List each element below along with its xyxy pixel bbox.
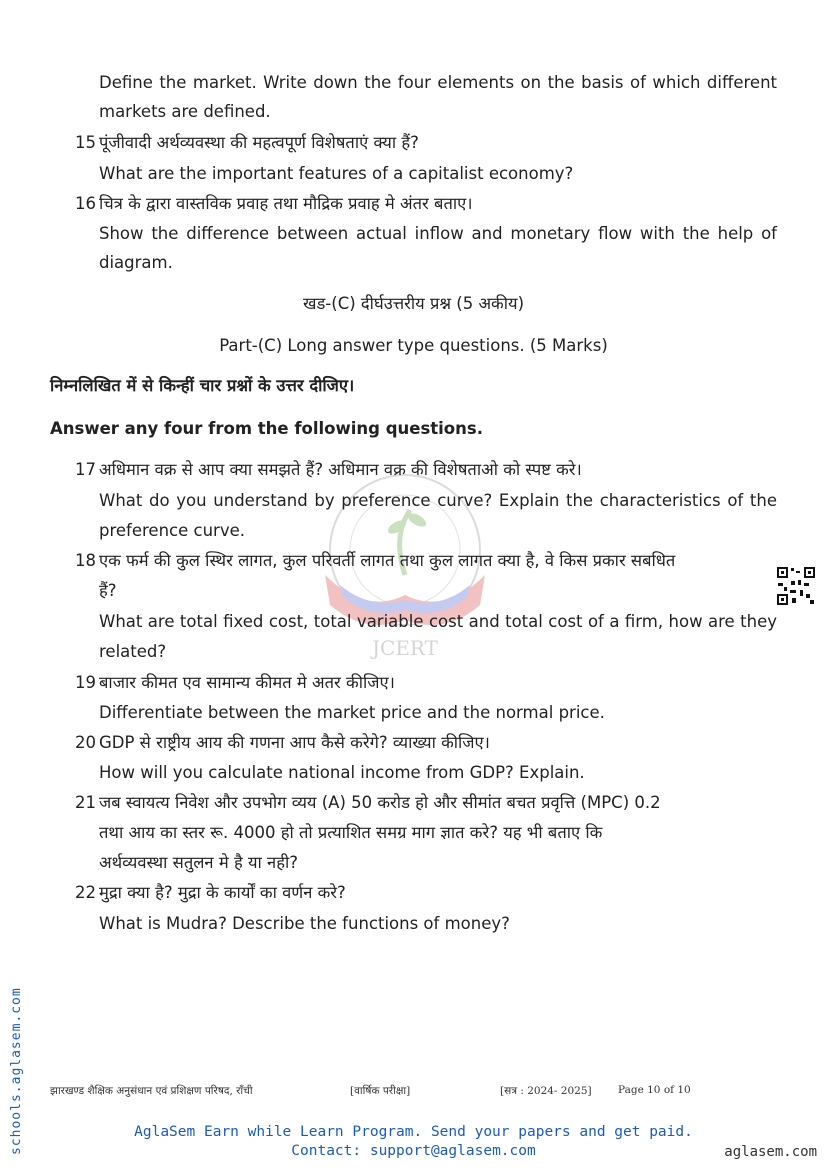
- q15-number: 15: [75, 133, 96, 152]
- site-link[interactable]: aglasem.com: [724, 1144, 817, 1160]
- q21-hindi-line-3: अर्थव्यवस्था सतुलन मे है या नही?: [99, 853, 298, 872]
- q17-english-line-2: preference curve.: [99, 521, 245, 540]
- q22-number: 22: [75, 883, 96, 902]
- q16-number: 16: [75, 194, 96, 213]
- footer-exam: [वार्षिक परीक्षा]: [350, 1085, 411, 1097]
- q19-english: Differentiate between the market price and the normal price.: [99, 703, 605, 722]
- promo-line: AglaSem Earn while Learn Program. Send your papers and get paid.: [134, 1124, 693, 1140]
- q19-hindi: बाजार कीमत एव सामान्य कीमत मे अतर कीजिए।: [99, 673, 395, 692]
- watermark-text: JCERT: [372, 636, 438, 660]
- q14-english-line-2: markets are defined.: [99, 102, 271, 121]
- q20-number: 20: [75, 733, 96, 752]
- part-c-heading-english: Part-(C) Long answer type questions. (5 Marks): [219, 336, 608, 355]
- q18-number: 18: [75, 551, 96, 570]
- q21-hindi-line-1: जब स्वायत्य निवेश और उपभोग व्यय (A) 50 करोड हो और सीमांत बचत प्रवृत्ति (MPC) 0.2: [99, 793, 661, 812]
- q17-number: 17: [75, 460, 96, 479]
- q16-hindi: चित्र के द्वारा वास्तविक प्रवाह तथा मौद्रिक प्रवाह मे अंतर बताए।: [99, 194, 473, 213]
- q16-english-line-1: Show the difference between actual inflow and monetary flow with the help of: [99, 224, 777, 243]
- q21-hindi-line-2: तथा आय का स्तर रू. 4000 हो तो प्रत्याशित समग्र माग ज्ञात करे? यह भी बताए कि: [99, 823, 603, 842]
- side-url-link[interactable]: schools.aglasem.com: [9, 987, 24, 1155]
- q18-hindi-line-1: एक फर्म की कुल स्थिर लागत, कुल परिवर्ती लागत तथा कुल लागत क्या है, वे किस प्रकार सबधित: [99, 551, 676, 570]
- footer-council: झारखण्ड शैक्षिक अनुसंधान एवं प्रशिक्षण परिषद, राँची: [50, 1085, 253, 1097]
- footer-page-number: Page 10 of 10: [618, 1084, 691, 1096]
- q20-english: How will you calculate national income from GDP? Explain.: [99, 763, 585, 782]
- q17-english-line-1: What do you understand by preference curve? Explain the characteristics of the: [99, 491, 777, 510]
- q22-hindi: मुद्रा क्या है? मुद्रा के कार्यों का वर्णन करे?: [99, 883, 346, 902]
- q18-english-line-2: related?: [99, 642, 167, 661]
- q15-english: What are the important features of a capitalist economy?: [99, 164, 574, 183]
- contact-link[interactable]: Contact: support@aglasem.com: [291, 1143, 536, 1159]
- q22-english: What is Mudra? Describe the functions of money?: [99, 914, 510, 933]
- qr-code-icon: [776, 566, 816, 606]
- q17-hindi: अधिमान वक्र से आप क्या समझते हैं? अधिमान वक्र की विशेषताओ को स्पष्ट करे।: [99, 460, 582, 479]
- footer-session: [सत्र : 2024- 2025]: [500, 1085, 592, 1097]
- instruction-english: Answer any four from the following questions.: [50, 419, 483, 438]
- part-c-heading-hindi: खड-(C) दीर्घउत्तरीय प्रश्न (5 अकीय): [302, 294, 525, 313]
- q15-hindi: पूंजीवादी अर्थव्यवस्था की महत्वपूर्ण विशेषताएं क्या हैं?: [99, 133, 419, 152]
- q18-hindi-line-2: हैं?: [99, 581, 117, 600]
- instruction-hindi: निम्नलिखित में से किन्हीं चार प्रश्नों के उत्तर दीजिए।: [50, 376, 355, 395]
- q16-english-line-2: diagram.: [99, 253, 173, 272]
- q21-number: 21: [75, 793, 96, 812]
- q19-number: 19: [75, 673, 96, 692]
- q14-english-line-1: Define the market. Write down the four elements on the basis of which different: [99, 73, 777, 92]
- q18-english-line-1: What are total fixed cost, total variable cost and total cost of a firm, how are they: [99, 612, 777, 631]
- q20-hindi: GDP से राष्ट्रीय आय की गणना आप कैसे करेगे? व्याख्या कीजिए।: [99, 733, 490, 752]
